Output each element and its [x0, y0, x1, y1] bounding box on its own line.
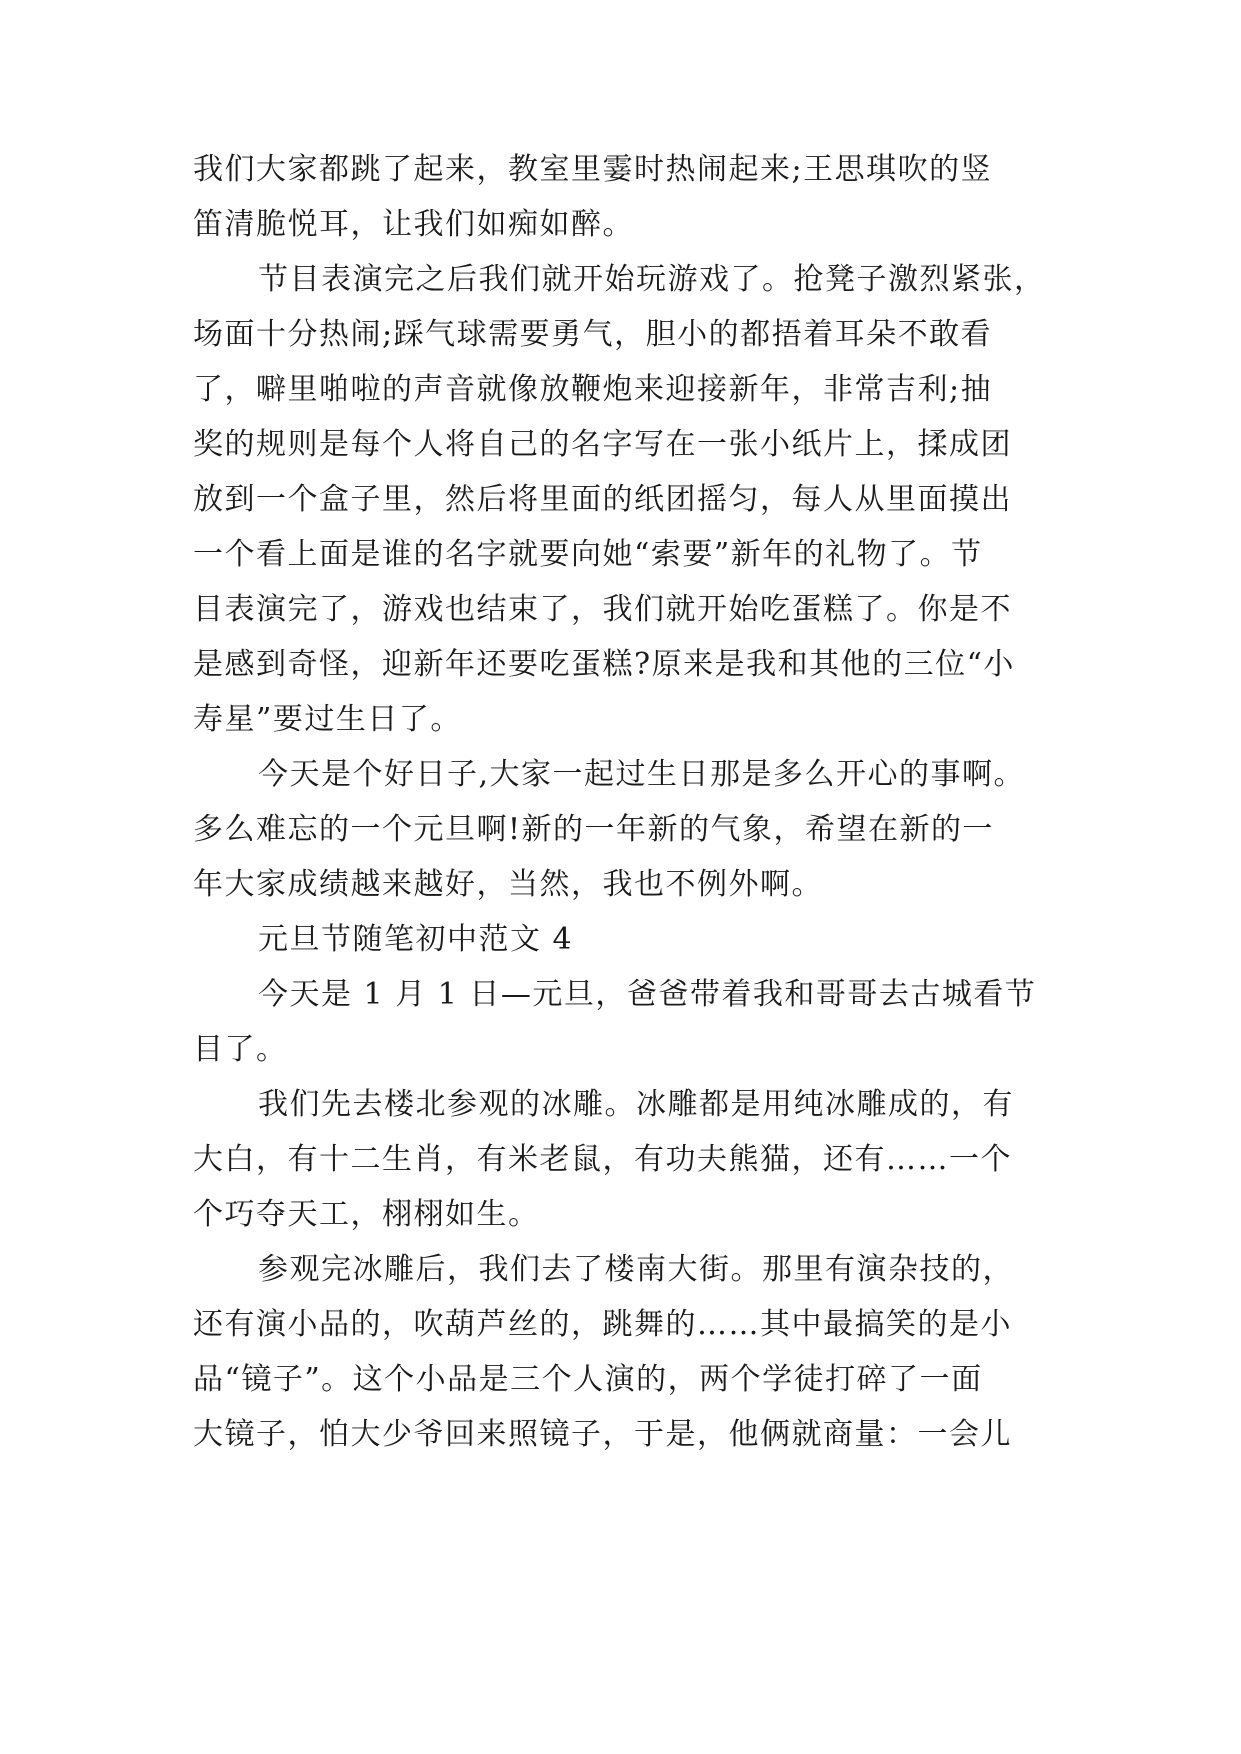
section-heading: 元旦节随笔初中范文 4 — [258, 922, 574, 957]
text-line: 了，噼里啪啦的声音就像放鞭炮来迎接新年，非常吉利;抽 — [193, 372, 993, 407]
text-line: 大镜子，怕大少爷回来照镜子，于是，他俩就商量：一会儿 — [193, 1417, 1012, 1452]
text-line: 年大家成绩越来越好，当然，我也不例外啊。 — [193, 867, 823, 902]
text-line: 放到一个盒子里，然后将里面的纸团摇匀，每人从里面摸出 — [193, 482, 1012, 517]
text-line: 今天是 1 月 1 日—元旦，爸爸带着我和哥哥去古城看节 — [258, 977, 1037, 1012]
text-line: 还有演小品的，吹葫芦丝的，跳舞的……其中最搞笑的是小 — [193, 1307, 1012, 1342]
text-line: 我们先去楼北参观的冰雕。冰雕都是用纯冰雕成的，有 — [258, 1087, 1014, 1122]
text-line: 节目表演完之后我们就开始玩游戏了。抢凳子激烈紧张， — [258, 262, 1046, 297]
text-line: 参观完冰雕后，我们去了楼南大街。那里有演杂技的， — [258, 1252, 1014, 1287]
text-line: 目了。 — [193, 1032, 288, 1067]
text-line: 奖的规则是每个人将自己的名字写在一张小纸片上，揉成团 — [193, 427, 1012, 462]
text-line: 场面十分热闹;踩气球需要勇气，胆小的都捂着耳朵不敢看 — [193, 317, 993, 352]
text-line: 品“镜子”。这个小品是三个人演的，两个学徒打碎了一面 — [193, 1362, 983, 1397]
text-line: 个巧夺天工，栩栩如生。 — [193, 1197, 540, 1232]
text-line: 一个看上面是谁的名字就要向她“索要”新年的礼物了。节 — [193, 537, 983, 572]
text-line: 我们大家都跳了起来，教室里霎时热闹起来;王思琪吹的竖 — [193, 152, 993, 187]
text-line: 多么难忘的一个元旦啊!新的一年新的气象，希望在新的一 — [193, 812, 995, 847]
text-line: 是感到奇怪，迎新年还要吃蛋糕?原来是我和其他的三位“小 — [193, 647, 1015, 682]
text-line: 笛清脆悦耳，让我们如痴如醉。 — [193, 207, 634, 242]
text-line: 大白，有十二生肖，有米老鼠，有功夫熊猫，还有……一个 — [193, 1142, 1012, 1177]
text-line: 寿星”要过生日了。 — [193, 702, 462, 737]
text-line: 今天是个好日子,大家一起过生日那是多么开心的事啊。 — [258, 757, 1026, 792]
text-line: 目表演完了，游戏也结束了，我们就开始吃蛋糕了。你是不 — [193, 592, 1012, 627]
